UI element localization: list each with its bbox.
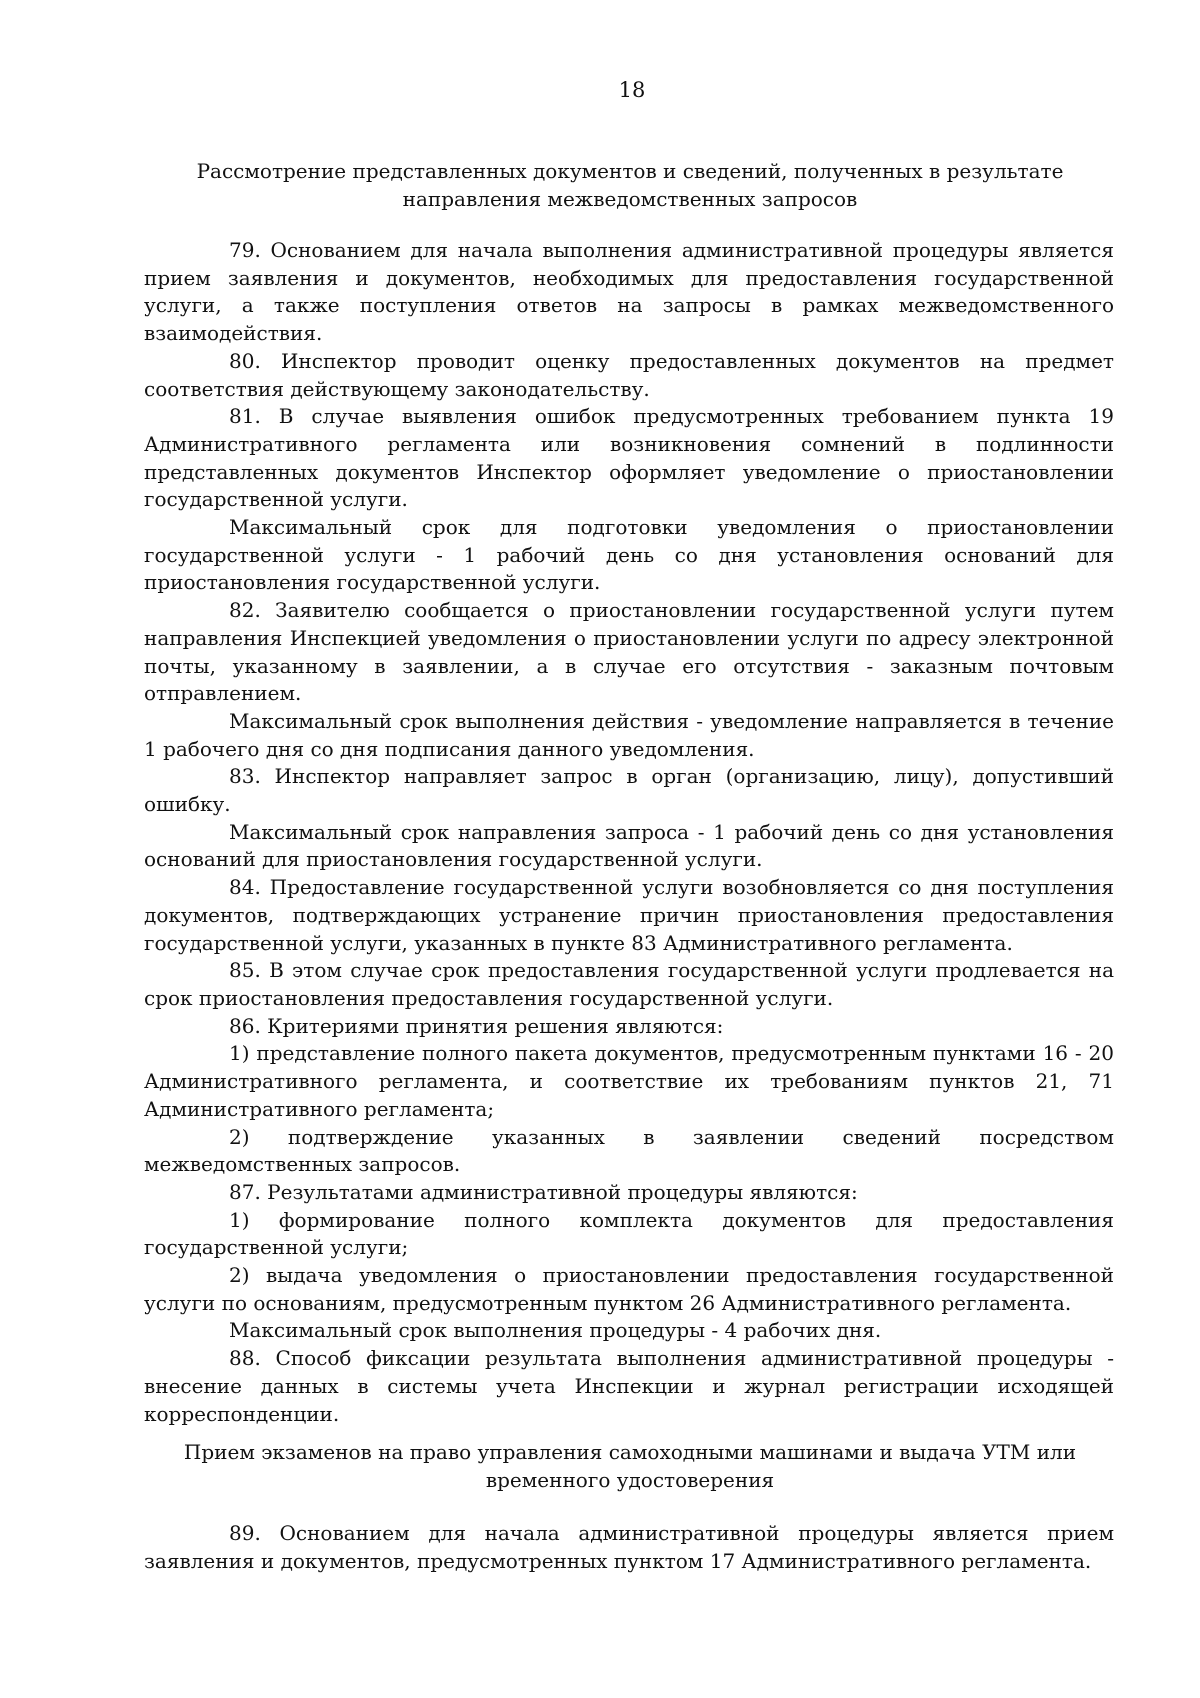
paragraph-81: 81. В случае выявления ошибок предусмотренных требованием пункта 19 Административного регламента или возникновения сомнений в подлинности представленных документов Инспектор оформляет уведомление о приостановлении государственной услуги. [144, 404, 1114, 512]
section-heading: Прием экзаменов на право управления самоходными машинами и выдача УТМ или временного удостоверения [183, 1440, 1077, 1492]
paragraph-79: 79. Основанием для начала выполнения административной процедуры является прием заявления и документов, необходимых для предоставления государственной услуги, а также поступления ответов на запросы в рамках межведомственного взаимодействия. [144, 238, 1114, 346]
section-body [144, 237, 1114, 1428]
section-heading: Рассмотрение представленных документов и сведений, полученных в результате направления межведомственных запросов [196, 159, 1064, 211]
paragraph-82-deadline: Максимальный срок выполнения действия - уведомление направляется в течение 1 рабочего дня со дня подписания данного уведомления. [144, 708, 1114, 761]
paragraph-87: 87. Результатами административной процедуры являются: [229, 1179, 858, 1204]
paragraph-83-deadline: Максимальный срок направления запроса - 1 рабочий день со дня установления оснований для приостановления государственной услуги. [144, 819, 1114, 872]
paragraph-85: 85. В этом случае срок предоставления государственной услуги продлевается на срок приостановления предоставления государственной услуги. [144, 958, 1114, 1010]
paragraph-87-deadline: Максимальный срок выполнения процедуры - 4 рабочих дня. [229, 1318, 882, 1343]
paragraph-87-item-1: 1) формирование полного комплекта документов для предоставления государственной услуги; [144, 1207, 1114, 1260]
paragraph-87-item-2: 2) выдача уведомления о приостановлении предоставления государственной услуги по основаниям, предусмотренным пунктом 26 Административного регламента. [144, 1263, 1114, 1315]
paragraph-82: 82. Заявителю сообщается о приостановлении государственной услуги путем направления Инспекцией уведомления о приостановлении услуги по адресу электронной почты, указанному в заявлении, а в случае его отсутствия - заказным почтовым отправлением. [144, 598, 1114, 706]
paragraph-81-deadline: Максимальный срок для подготовки уведомления о приостановлении государственной услуги - 1 рабочий день со дня установления оснований для приостановления государственной услуги. [144, 515, 1114, 595]
paragraph-89: 89. Основанием для начала административной процедуры является прием заявления и документов, предусмотренных пунктом 17 Административного регламента. [144, 1521, 1114, 1573]
paragraph-86: 86. Критериями принятия решения являются: [229, 1013, 724, 1038]
paragraph-88: 88. Способ фиксации результата выполнения административной процедуры - внесение данных в системы учета Инспекции и журнал регистрации исходящей корреспонденции. [144, 1346, 1114, 1426]
paragraph-84: 84. Предоставление государственной услуги возобновляется со дня поступления документов, подтверждающих устранение причин приостановления предоставления государственной услуги, указанных в пункте 83 Административного регламента. [144, 875, 1114, 955]
paragraph-86-item-2: 2) подтверждение указанных в заявлении сведений посредством межведомственных запросов. [144, 1124, 1114, 1177]
section-body [144, 1520, 1114, 1575]
page-number: 18 [618, 78, 646, 102]
paragraph-83: 83. Инспектор направляет запрос в орган (организацию, лицу), допустивший ошибку. [144, 764, 1114, 817]
paragraph-86-item-1: 1) представление полного пакета документов, предусмотренным пунктами 16 - 20 Административного регламента, и соответствие их требованиям пунктов 21, 71 Административного регламента; [144, 1041, 1114, 1121]
paragraph-80: 80. Инспектор проводит оценку предоставленных документов на предмет соответствия действующему законодательству. [144, 348, 1114, 401]
